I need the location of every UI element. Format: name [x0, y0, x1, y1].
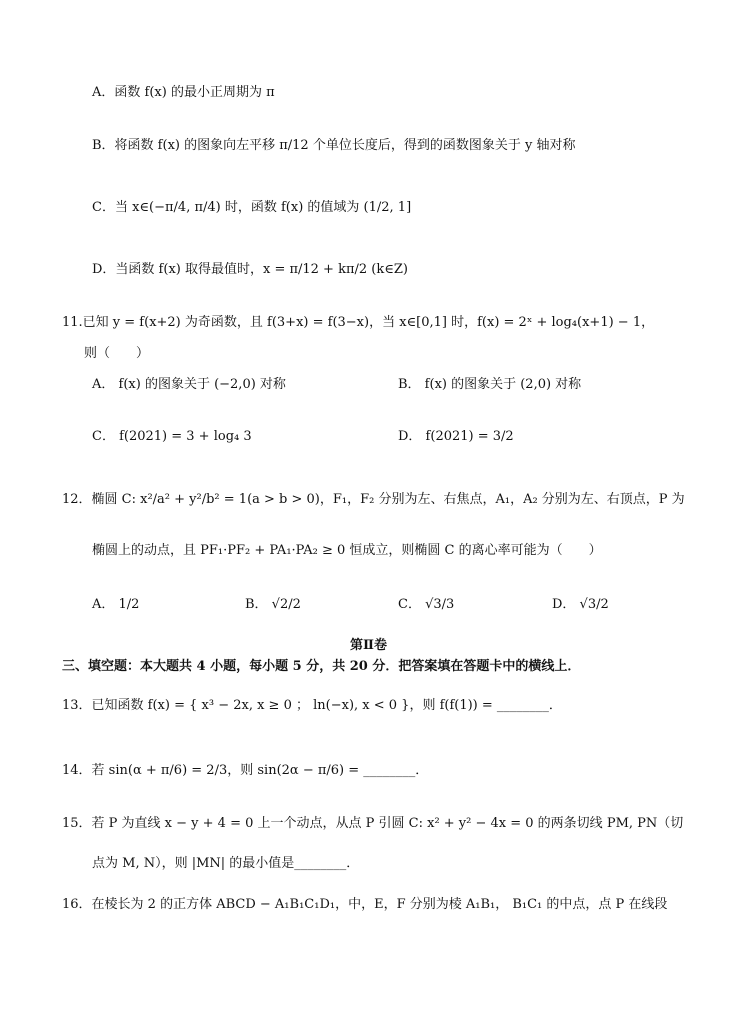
q12-option-c: C． √3/3: [398, 597, 455, 612]
q12-option-d: D． √3/2: [552, 597, 609, 612]
q11-option-b: B． f(x) 的图象关于 (2,0) 对称: [398, 377, 582, 392]
q11-stem-cont: 则（ ）: [84, 346, 150, 361]
q11-option-a: A． f(x) 的图象关于 (−2,0) 对称: [92, 377, 286, 392]
q12-option-b: B． √2/2: [245, 597, 301, 612]
q12-stem-cont: 椭圆上的动点，且 PF₁·PF₂ + PA₁·PA₂ ≥ 0 恒成立，则椭圆 C 的离心率可能为（ ）: [92, 543, 602, 558]
q13: 13．已知函数 f(x) = { x³ − 2x, x ≥ 0 ； ln(−x), x < 0 }，则 f(f(1)) = ________．: [62, 698, 562, 713]
q16: 16．在棱长为 2 的正方体 ABCD − A₁B₁C₁D₁，中，E，F 分别为棱 A₁B₁， B₁C₁ 的中点，点 P 在线段: [62, 897, 668, 912]
q11-option-c: C． f(2021) = 3 + log₄ 3: [92, 429, 252, 444]
q11-option-d: D． f(2021) = 3/2: [398, 429, 514, 444]
q15-line1: 15．若 P 为直线 x − y + 4 = 0 上一个动点，从点 P 引圆 C: x² + y² − 4x = 0 的两条切线 PM, PN（切: [62, 816, 684, 831]
q10-option-c: C．当 x∈(−π/4, π/4) 时，函数 f(x) 的值域为 (1/2, 1]: [92, 200, 412, 215]
section-heading: 三、填空题：本大题共 4 小题，每小题 5 分，共 20 分．把答案填在答题卡中的横线上．: [62, 659, 581, 674]
q15-line2: 点为 M, N），则 |MN| 的最小值是________．: [92, 856, 360, 871]
q10-option-a: A．函数 f(x) 的最小正周期为 π: [92, 85, 275, 100]
q12-stem: 12．椭圆 C: x²/a² + y²/b² = 1(a > b > 0)，F₁，F₂ 分别为左、右焦点，A₁，A₂ 分别为左、右顶点，P 为: [62, 492, 685, 507]
q14: 14．若 sin(α + π/6) = 2/3，则 sin(2α − π/6) = ________．: [62, 763, 429, 778]
q10-option-d: D．当函数 f(x) 取得最值时，x = π/12 + kπ/2 (k∈Z): [92, 262, 408, 277]
q11-stem: 11.已知 y = f(x+2) 为奇函数，且 f(3+x) = f(3−x)，当 x∈[0,1] 时，f(x) = 2ˣ + log₄(x+1) − 1，: [62, 315, 655, 330]
q12-option-a: A． 1/2: [92, 597, 140, 612]
q10-option-b: B．将函数 f(x) 的图象向左平移 π/12 个单位长度后，得到的函数图象关于 y 轴对称: [92, 138, 576, 153]
section-title: 第Ⅱ卷: [350, 638, 387, 653]
